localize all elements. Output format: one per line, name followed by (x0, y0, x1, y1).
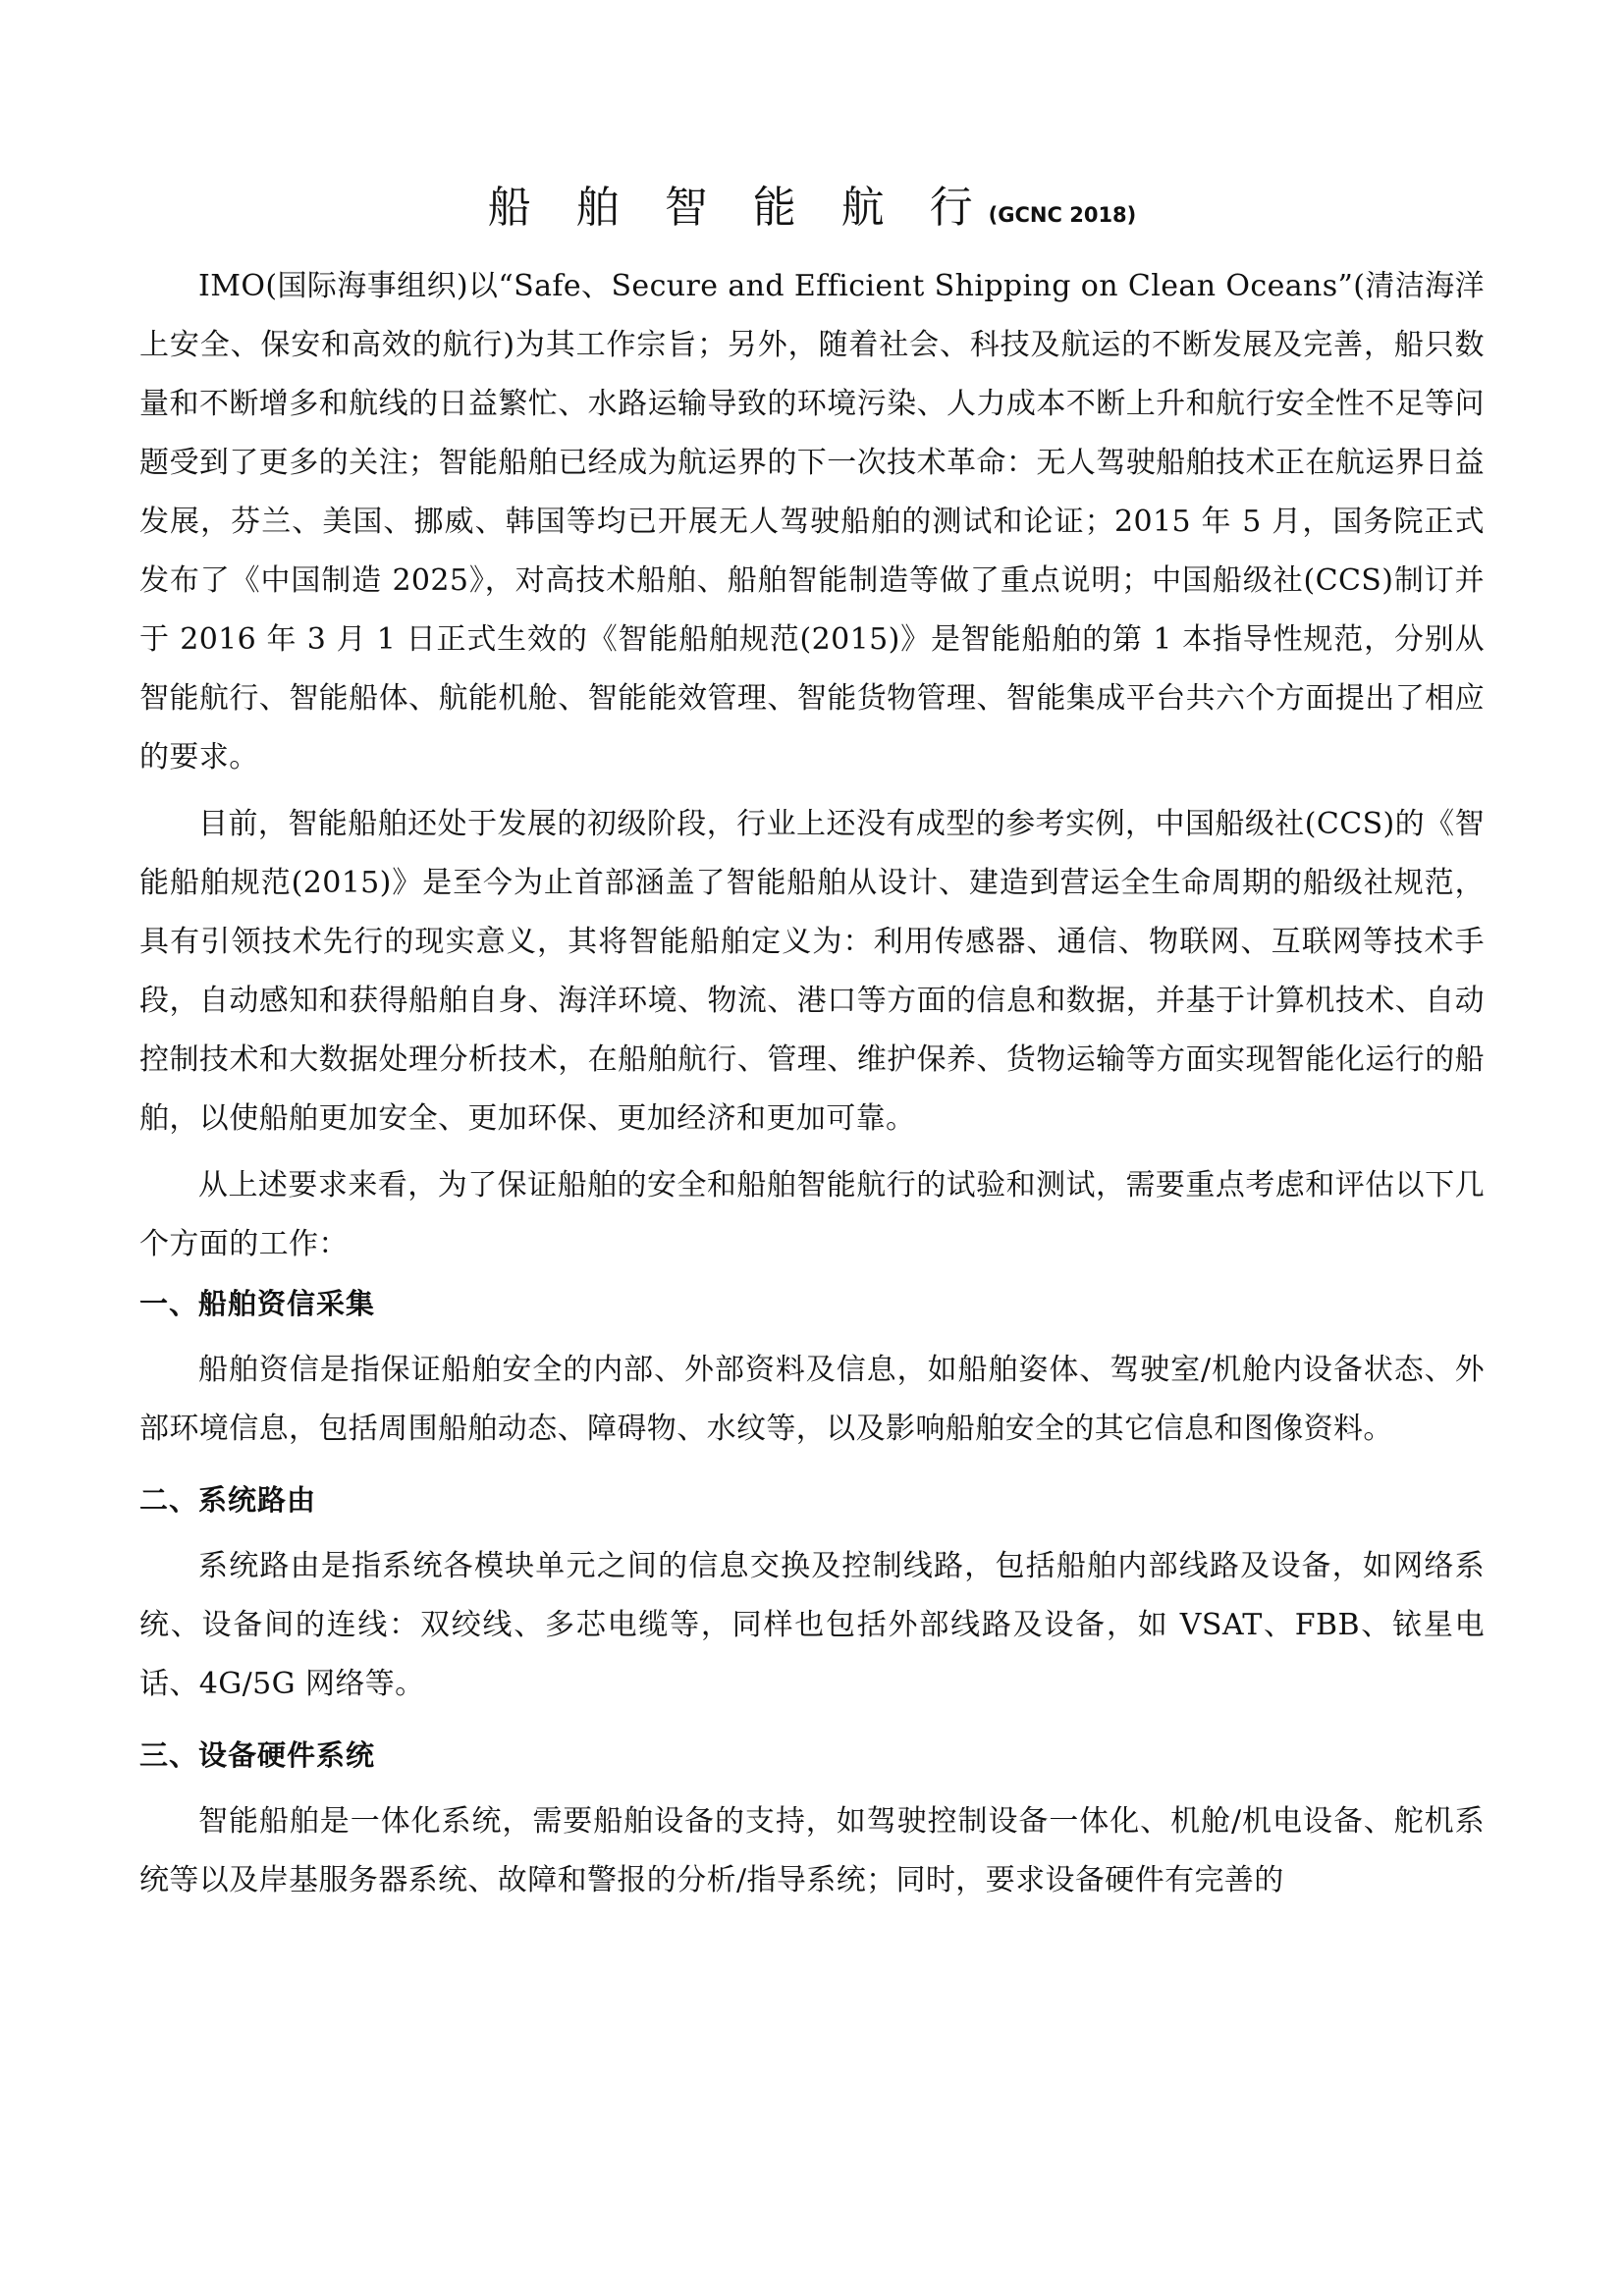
section-body-system-routing: 系统路由是指系统各模块单元之间的信息交换及控制线路，包括船舶内部线路及设备，如网络系统、设备间的连线：双绞线、多芯电缆等，同样也包括外部线路及设备，如 VSAT、FBB、铱星电话、4G/5G 网络等。 (139, 1549, 1485, 1701)
title-text: 船 舶 智 能 航 行 (487, 183, 989, 233)
title-suffix: (GCNC 2018) (988, 203, 1137, 227)
document-title (0, 179, 1624, 244)
paragraph-intro: IMO(国际海事组织)以“Safe、Secure and Efficient Shipping on Clean Oceans”(清洁海洋上安全、保安和高效的航行)为其工作宗旨；另外，随着社会、科技及航运的不断发展及完善，船只数量和不断增多和航线的日益繁忙、水路运输导致的环境污染、人力成本不断上升和航行安全性不足等问题受到了更多的关注；智能船舶已经成为航运界的下一次技术革命：无人驾驶船舶技术正在航运界日益发展，芬兰、美国、挪威、韩国等均已开展无人驾驶船舶的测试和论证；2015 年 5 月，国务院正式发布了《中国制造 2025》，对高技术船舶、船舶智能制造等做了重点说明；中国船级社(CCS)制订并于 2016 年 3 月 1 日正式生效的《智能船舶规范(2015)》是智能船舶的第 1 本指导性规范，分别从智能航行、智能船体、航能机舱、智能能效管理、智能货物管理、智能集成平台共六个方面提出了相应的要求。 (139, 269, 1485, 774)
section-body-data-collection: 船舶资信是指保证船舶安全的内部、外部资料及信息，如船舶姿体、驾驶室/机舱内设备状态、外部环境信息，包括周围船舶动态、障碍物、水纹等，以及影响船舶安全的其它信息和图像资料。 (139, 1353, 1485, 1446)
section-heading-data-collection: 一、船舶资信采集 (139, 1287, 376, 1320)
paragraph-requirements: 从上述要求来看，为了保证船舶的安全和船舶智能航行的试验和测试，需要重点考虑和评估以下几个方面的工作： (139, 1168, 1485, 1261)
section-body-hardware: 智能船舶是一体化系统，需要船舶设备的支持，如驾驶控制设备一体化、机舱/机电设备、舵机系统等以及岸基服务器系统、故障和警报的分析/指导系统；同时，要求设备硬件有完善的 (139, 1804, 1485, 1897)
document-body (139, 257, 1485, 1910)
section-heading-hardware: 三、设备硬件系统 (139, 1738, 376, 1772)
paragraph-definition: 目前，智能船舶还处于发展的初级阶段，行业上还没有成型的参考实例，中国船级社(CCS)的《智能船舶规范(2015)》是至今为止首部涵盖了智能船舶从设计、建造到营运全生命周期的船级社规范，具有引领技术先行的现实意义，其将智能船舶定义为：利用传感器、通信、物联网、互联网等技术手段，自动感知和获得船舶自身、海洋环境、物流、港口等方面的信息和数据，并基于计算机技术、自动控制技术和大数据处理分析技术，在船舶航行、管理、维护保养、货物运输等方面实现智能化运行的船舶，以使船舶更加安全、更加环保、更加经济和更加可靠。 (139, 807, 1485, 1136)
section-heading-system-routing: 二、系统路由 (139, 1483, 317, 1517)
